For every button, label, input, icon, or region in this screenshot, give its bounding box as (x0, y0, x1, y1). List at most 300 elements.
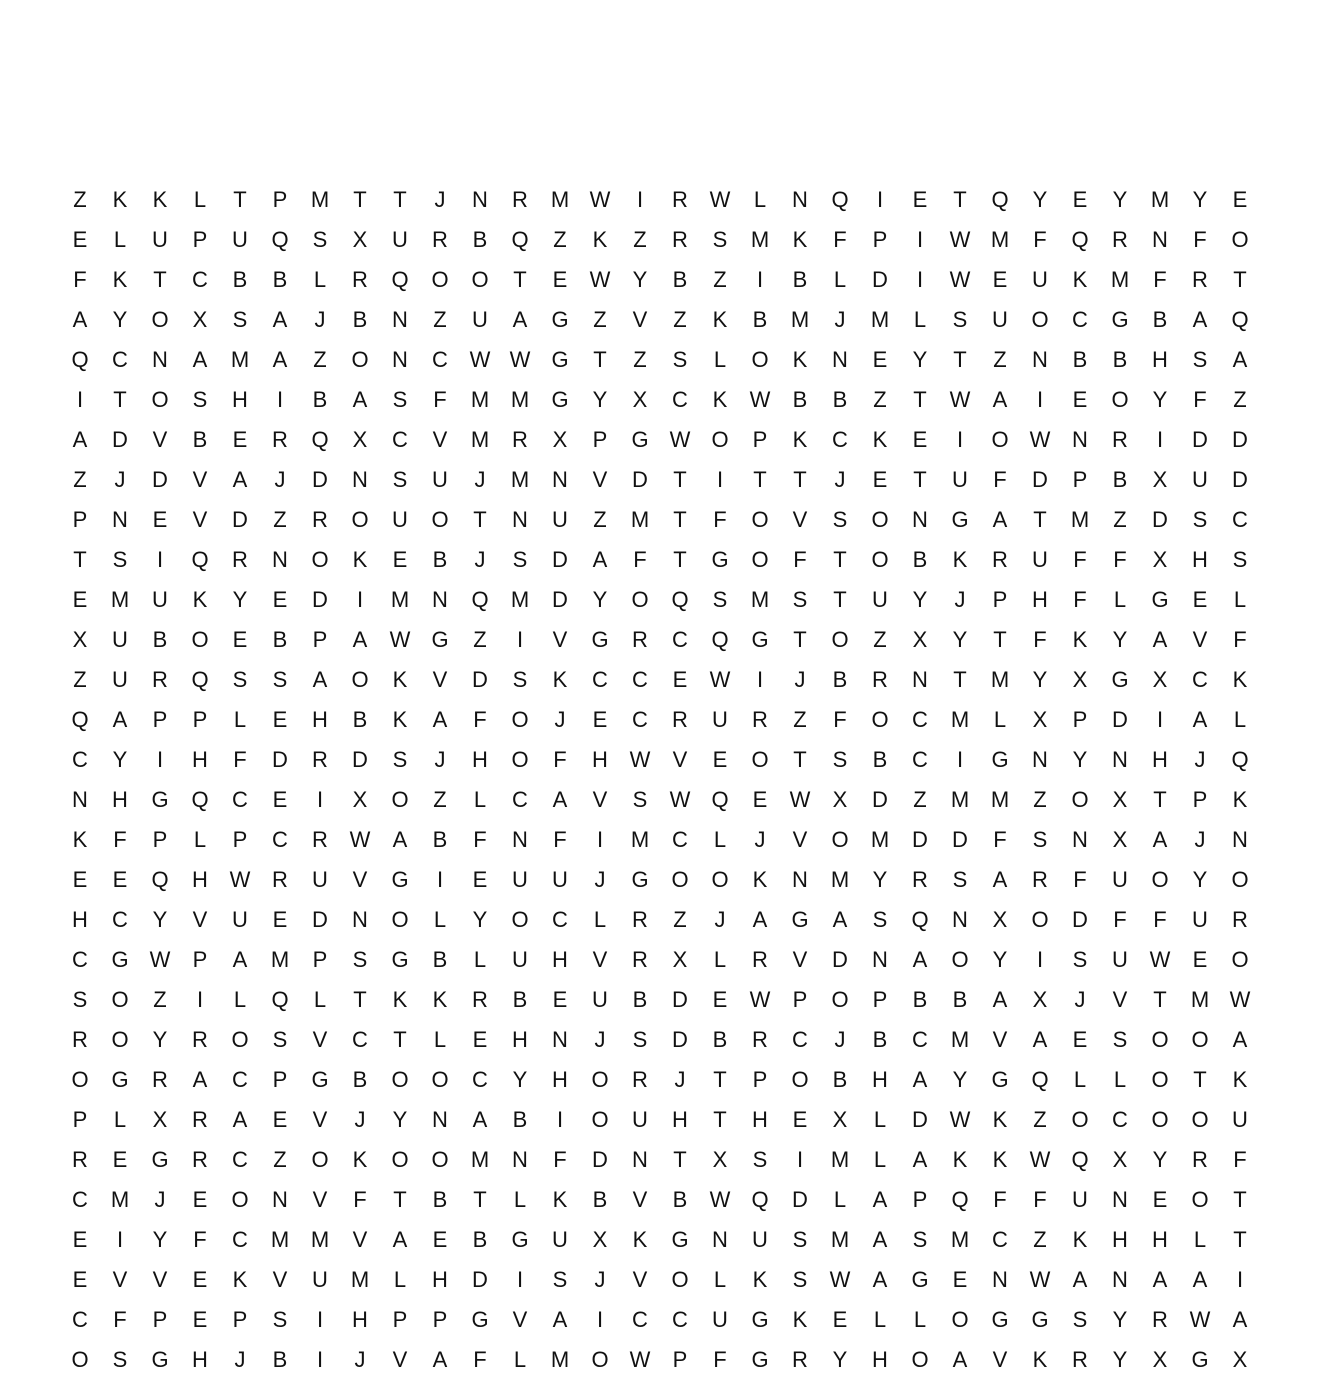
grid-letter[interactable]: I (116, 1227, 124, 1252)
grid-letter[interactable]: P (792, 987, 808, 1012)
grid-letter[interactable]: Y (472, 907, 488, 932)
grid-letter[interactable]: R (912, 867, 928, 892)
grid-letter[interactable]: X (912, 627, 928, 652)
grid-letter[interactable]: P (392, 1307, 408, 1332)
grid-letter[interactable]: U (1232, 1107, 1248, 1132)
grid-letter[interactable]: T (513, 267, 527, 292)
grid-letter[interactable]: O (671, 867, 689, 892)
grid-letter[interactable]: P (912, 1187, 928, 1212)
grid-letter[interactable]: K (592, 227, 608, 252)
grid-letter[interactable]: K (792, 427, 808, 452)
grid-letter[interactable]: H (672, 1107, 688, 1132)
grid-letter[interactable]: L (1073, 1067, 1087, 1092)
grid-letter[interactable]: S (712, 587, 728, 612)
grid-letter[interactable]: D (912, 827, 928, 852)
grid-letter[interactable]: C (512, 787, 528, 812)
grid-letter[interactable]: U (1112, 867, 1128, 892)
grid-letter[interactable]: K (752, 867, 768, 892)
grid-letter[interactable]: S (1032, 827, 1048, 852)
grid-letter[interactable]: K (952, 1147, 968, 1172)
grid-letter[interactable]: N (872, 947, 888, 972)
grid-letter[interactable]: K (792, 1307, 808, 1332)
grid-letter[interactable]: F (1153, 267, 1167, 292)
grid-letter[interactable]: A (232, 1107, 248, 1132)
grid-letter[interactable]: V (392, 1347, 408, 1372)
grid-letter[interactable]: S (1192, 347, 1208, 372)
grid-letter[interactable]: A (992, 867, 1008, 892)
grid-letter[interactable]: O (1191, 1187, 1209, 1212)
grid-letter[interactable]: J (274, 467, 286, 492)
grid-letter[interactable]: U (1032, 267, 1048, 292)
grid-letter[interactable]: Y (1152, 387, 1168, 412)
grid-letter[interactable]: Y (1112, 627, 1128, 652)
grid-letter[interactable]: V (192, 467, 208, 492)
grid-letter[interactable]: K (1072, 1227, 1088, 1252)
grid-letter[interactable]: T (113, 387, 127, 412)
grid-letter[interactable]: O (1151, 867, 1169, 892)
grid-letter[interactable]: F (713, 507, 727, 532)
grid-letter[interactable]: O (1151, 1027, 1169, 1052)
grid-letter[interactable]: N (912, 507, 928, 532)
grid-letter[interactable]: O (671, 1267, 689, 1292)
grid-letter[interactable]: N (1112, 1267, 1128, 1292)
grid-letter[interactable]: T (233, 187, 247, 212)
grid-letter[interactable]: X (552, 427, 568, 452)
grid-letter[interactable]: N (992, 1267, 1008, 1292)
grid-letter[interactable]: P (312, 947, 328, 972)
grid-letter[interactable]: H (872, 1067, 888, 1092)
grid-letter[interactable]: I (196, 987, 204, 1012)
grid-letter[interactable]: A (752, 907, 768, 932)
grid-letter[interactable]: S (272, 1027, 288, 1052)
grid-letter[interactable]: R (752, 707, 768, 732)
grid-letter[interactable]: A (1072, 1267, 1088, 1292)
grid-letter[interactable]: S (792, 587, 808, 612)
grid-letter[interactable]: X (832, 787, 848, 812)
grid-letter[interactable]: Y (1032, 667, 1048, 692)
grid-letter[interactable]: D (1152, 507, 1168, 532)
grid-letter[interactable]: E (232, 427, 248, 452)
grid-letter[interactable]: F (1113, 907, 1127, 932)
grid-letter[interactable]: A (352, 387, 368, 412)
grid-letter[interactable]: R (1112, 227, 1128, 252)
grid-letter[interactable]: M (470, 427, 490, 452)
grid-letter[interactable]: Y (392, 1107, 408, 1132)
grid-letter[interactable]: E (272, 587, 288, 612)
grid-letter[interactable]: D (472, 1267, 488, 1292)
grid-letter[interactable]: B (312, 387, 328, 412)
grid-letter[interactable]: M (510, 467, 530, 492)
grid-letter[interactable]: E (392, 547, 408, 572)
grid-letter[interactable]: I (636, 187, 644, 212)
grid-letter[interactable]: O (751, 347, 769, 372)
grid-letter[interactable]: G (111, 1067, 129, 1092)
grid-letter[interactable]: B (432, 827, 448, 852)
grid-letter[interactable]: I (756, 667, 764, 692)
grid-letter[interactable]: S (392, 467, 408, 492)
grid-letter[interactable]: T (793, 467, 807, 492)
grid-letter[interactable]: E (672, 667, 688, 692)
grid-letter[interactable]: F (553, 747, 567, 772)
grid-letter[interactable]: L (433, 907, 447, 932)
grid-letter[interactable]: E (592, 707, 608, 732)
grid-letter[interactable]: G (1031, 1307, 1049, 1332)
grid-letter[interactable]: S (512, 547, 528, 572)
grid-letter[interactable]: Q (391, 267, 409, 292)
grid-letter[interactable]: W (949, 387, 971, 412)
grid-letter[interactable]: H (512, 1027, 528, 1052)
grid-letter[interactable]: D (792, 1187, 808, 1212)
grid-letter[interactable]: O (911, 1347, 929, 1372)
grid-letter[interactable]: L (313, 267, 327, 292)
grid-letter[interactable]: N (512, 827, 528, 852)
grid-letter[interactable]: P (672, 1347, 688, 1372)
grid-letter[interactable]: A (1232, 1307, 1248, 1332)
grid-letter[interactable]: Z (673, 907, 687, 932)
grid-letter[interactable]: Y (832, 1347, 848, 1372)
grid-letter[interactable]: L (473, 787, 487, 812)
grid-letter[interactable]: O (431, 267, 449, 292)
grid-letter[interactable]: F (473, 707, 487, 732)
grid-letter[interactable]: B (912, 987, 928, 1012)
grid-letter[interactable]: A (1192, 307, 1208, 332)
grid-letter[interactable]: A (592, 547, 608, 572)
grid-letter[interactable]: Z (553, 227, 567, 252)
grid-letter[interactable]: F (1193, 227, 1207, 252)
grid-letter[interactable]: E (472, 867, 488, 892)
grid-letter[interactable]: F (1033, 627, 1047, 652)
grid-letter[interactable]: D (872, 267, 888, 292)
grid-letter[interactable]: I (516, 1267, 524, 1292)
grid-letter[interactable]: H (1032, 587, 1048, 612)
grid-letter[interactable]: H (192, 747, 208, 772)
grid-letter[interactable]: B (512, 1107, 528, 1132)
grid-letter[interactable]: O (1231, 947, 1249, 972)
grid-letter[interactable]: D (632, 467, 648, 492)
grid-letter[interactable]: Q (1071, 227, 1089, 252)
grid-letter[interactable]: V (312, 1107, 328, 1132)
grid-letter[interactable]: U (152, 227, 168, 252)
grid-letter[interactable]: O (111, 987, 129, 1012)
grid-letter[interactable]: Q (191, 547, 209, 572)
grid-letter[interactable]: K (232, 1267, 248, 1292)
grid-letter[interactable]: E (272, 907, 288, 932)
grid-letter[interactable]: M (510, 587, 530, 612)
grid-letter[interactable]: S (752, 1147, 768, 1172)
grid-letter[interactable]: X (152, 1107, 168, 1132)
grid-letter[interactable]: L (833, 267, 847, 292)
grid-letter[interactable]: N (472, 187, 488, 212)
grid-letter[interactable]: K (152, 187, 168, 212)
grid-letter[interactable]: O (631, 587, 649, 612)
grid-letter[interactable]: N (512, 1147, 528, 1172)
grid-letter[interactable]: V (992, 1347, 1008, 1372)
grid-letter[interactable]: O (1031, 307, 1049, 332)
grid-letter[interactable]: E (152, 507, 168, 532)
grid-letter[interactable]: T (1033, 507, 1047, 532)
grid-letter[interactable]: Z (433, 787, 447, 812)
grid-letter[interactable]: C (632, 707, 648, 732)
grid-letter[interactable]: V (792, 507, 808, 532)
grid-letter[interactable]: S (1072, 947, 1088, 972)
grid-letter[interactable]: W (829, 1267, 851, 1292)
grid-letter[interactable]: B (152, 627, 168, 652)
grid-letter[interactable]: Z (73, 467, 87, 492)
grid-letter[interactable]: C (112, 347, 128, 372)
grid-letter[interactable]: D (952, 827, 968, 852)
grid-letter[interactable]: W (469, 347, 491, 372)
grid-letter[interactable]: P (752, 427, 768, 452)
grid-letter[interactable]: X (632, 387, 648, 412)
grid-letter[interactable]: I (1236, 1267, 1244, 1292)
grid-letter[interactable]: Z (673, 307, 687, 332)
grid-letter[interactable]: Q (271, 987, 289, 1012)
grid-letter[interactable]: Q (991, 187, 1009, 212)
grid-letter[interactable]: X (72, 627, 88, 652)
grid-letter[interactable]: J (1194, 827, 1206, 852)
grid-letter[interactable]: C (112, 907, 128, 932)
grid-letter[interactable]: P (592, 427, 608, 452)
grid-letter[interactable]: D (552, 587, 568, 612)
grid-letter[interactable]: K (392, 667, 408, 692)
grid-letter[interactable]: W (1149, 947, 1171, 972)
grid-letter[interactable]: C (232, 787, 248, 812)
grid-letter[interactable]: Y (872, 867, 888, 892)
grid-letter[interactable]: L (833, 1187, 847, 1212)
grid-letter[interactable]: Y (592, 387, 608, 412)
grid-letter[interactable]: C (672, 627, 688, 652)
grid-letter[interactable]: V (152, 427, 168, 452)
grid-letter[interactable]: X (352, 787, 368, 812)
grid-letter[interactable]: L (233, 987, 247, 1012)
grid-letter[interactable]: O (871, 707, 889, 732)
grid-letter[interactable]: G (391, 867, 409, 892)
grid-letter[interactable]: A (952, 1347, 968, 1372)
grid-letter[interactable]: H (592, 747, 608, 772)
grid-letter[interactable]: W (669, 427, 691, 452)
grid-letter[interactable]: E (112, 1147, 128, 1172)
grid-letter[interactable]: G (991, 1307, 1009, 1332)
grid-letter[interactable]: O (231, 1187, 249, 1212)
grid-letter[interactable]: X (712, 1147, 728, 1172)
grid-letter[interactable]: A (992, 987, 1008, 1012)
grid-letter[interactable]: M (870, 827, 890, 852)
grid-letter[interactable]: H (112, 787, 128, 812)
grid-letter[interactable]: P (152, 827, 168, 852)
grid-letter[interactable]: C (632, 667, 648, 692)
grid-letter[interactable]: J (754, 827, 766, 852)
grid-letter[interactable]: A (552, 1307, 568, 1332)
grid-letter[interactable]: O (751, 507, 769, 532)
grid-letter[interactable]: U (592, 987, 608, 1012)
grid-letter[interactable]: N (552, 1027, 568, 1052)
grid-letter[interactable]: W (229, 867, 251, 892)
grid-letter[interactable]: O (311, 1147, 329, 1172)
grid-letter[interactable]: Y (1112, 1347, 1128, 1372)
grid-letter[interactable]: O (751, 747, 769, 772)
grid-letter[interactable]: R (232, 547, 248, 572)
grid-letter[interactable]: I (596, 1307, 604, 1332)
grid-letter[interactable]: R (672, 227, 688, 252)
grid-letter[interactable]: J (714, 907, 726, 932)
grid-letter[interactable]: U (752, 1227, 768, 1252)
grid-letter[interactable]: R (752, 947, 768, 972)
grid-letter[interactable]: W (629, 747, 651, 772)
grid-letter[interactable]: D (472, 667, 488, 692)
grid-letter[interactable]: T (1233, 1227, 1247, 1252)
grid-letter[interactable]: A (552, 787, 568, 812)
grid-letter[interactable]: X (352, 227, 368, 252)
grid-letter[interactable]: E (72, 227, 88, 252)
grid-letter[interactable]: X (1112, 1147, 1128, 1172)
grid-letter[interactable]: U (632, 1107, 648, 1132)
grid-letter[interactable]: A (912, 1067, 928, 1092)
grid-letter[interactable]: M (990, 787, 1010, 812)
grid-letter[interactable]: T (1153, 987, 1167, 1012)
grid-letter[interactable]: E (192, 1187, 208, 1212)
grid-letter[interactable]: L (593, 907, 607, 932)
grid-letter[interactable]: I (916, 227, 924, 252)
grid-letter[interactable]: U (552, 507, 568, 532)
grid-letter[interactable]: Z (273, 1147, 287, 1172)
grid-letter[interactable]: Y (992, 947, 1008, 972)
grid-letter[interactable]: R (632, 947, 648, 972)
grid-letter[interactable]: K (952, 547, 968, 572)
grid-letter[interactable]: O (151, 387, 169, 412)
grid-letter[interactable]: O (751, 547, 769, 572)
grid-letter[interactable]: H (432, 1267, 448, 1292)
grid-letter[interactable]: O (711, 427, 729, 452)
grid-letter[interactable]: R (352, 267, 368, 292)
grid-letter[interactable]: X (1072, 667, 1088, 692)
grid-letter[interactable]: N (792, 187, 808, 212)
grid-letter[interactable]: S (872, 907, 888, 932)
grid-letter[interactable]: B (272, 1347, 288, 1372)
grid-letter[interactable]: I (276, 387, 284, 412)
grid-letter[interactable]: M (270, 1227, 290, 1252)
grid-letter[interactable]: Q (191, 787, 209, 812)
grid-letter[interactable]: F (793, 547, 807, 572)
grid-letter[interactable]: P (152, 707, 168, 732)
grid-letter[interactable]: A (912, 947, 928, 972)
grid-letter[interactable]: U (232, 227, 248, 252)
grid-letter[interactable]: K (72, 827, 88, 852)
grid-letter[interactable]: Y (592, 587, 608, 612)
grid-letter[interactable]: Z (153, 987, 167, 1012)
grid-letter[interactable]: R (72, 1147, 88, 1172)
grid-letter[interactable]: A (472, 1107, 488, 1132)
grid-letter[interactable]: N (272, 1187, 288, 1212)
grid-letter[interactable]: I (76, 387, 84, 412)
grid-letter[interactable]: G (511, 1227, 529, 1252)
grid-letter[interactable]: P (312, 627, 328, 652)
grid-letter[interactable]: G (471, 1307, 489, 1332)
grid-letter[interactable]: A (912, 1147, 928, 1172)
grid-letter[interactable]: R (672, 707, 688, 732)
grid-letter[interactable]: X (192, 307, 208, 332)
grid-letter[interactable]: O (951, 1307, 969, 1332)
grid-letter[interactable]: D (1232, 467, 1248, 492)
grid-letter[interactable]: H (352, 1307, 368, 1332)
grid-letter[interactable]: I (876, 187, 884, 212)
grid-letter[interactable]: O (231, 1027, 249, 1052)
grid-letter[interactable]: O (1191, 1027, 1209, 1052)
grid-letter[interactable]: E (472, 1027, 488, 1052)
grid-letter[interactable]: T (673, 507, 687, 532)
grid-letter[interactable]: T (833, 587, 847, 612)
grid-letter[interactable]: J (354, 1107, 366, 1132)
grid-letter[interactable]: V (512, 1307, 528, 1332)
grid-letter[interactable]: U (952, 467, 968, 492)
grid-letter[interactable]: G (551, 387, 569, 412)
grid-letter[interactable]: O (391, 907, 409, 932)
grid-letter[interactable]: N (272, 547, 288, 572)
grid-letter[interactable]: T (393, 1027, 407, 1052)
grid-letter[interactable]: D (312, 467, 328, 492)
grid-letter[interactable]: Y (1192, 867, 1208, 892)
grid-letter[interactable]: R (312, 747, 328, 772)
grid-letter[interactable]: T (393, 187, 407, 212)
grid-letter[interactable]: B (1072, 347, 1088, 372)
grid-letter[interactable]: L (1113, 1067, 1127, 1092)
grid-letter[interactable]: R (432, 227, 448, 252)
grid-letter[interactable]: Z (913, 787, 927, 812)
grid-letter[interactable]: Z (1033, 1107, 1047, 1132)
grid-letter[interactable]: T (953, 187, 967, 212)
grid-letter[interactable]: E (192, 1267, 208, 1292)
grid-letter[interactable]: T (1153, 787, 1167, 812)
grid-letter[interactable]: S (192, 387, 208, 412)
grid-letter[interactable]: O (831, 827, 849, 852)
grid-letter[interactable]: N (552, 467, 568, 492)
grid-letter[interactable]: J (114, 467, 126, 492)
grid-letter[interactable]: A (72, 307, 88, 332)
grid-letter[interactable]: I (316, 1307, 324, 1332)
grid-letter[interactable]: K (712, 387, 728, 412)
grid-letter[interactable]: S (1232, 547, 1248, 572)
grid-letter[interactable]: E (1192, 587, 1208, 612)
grid-letter[interactable]: Y (112, 307, 128, 332)
grid-letter[interactable]: A (1192, 707, 1208, 732)
grid-letter[interactable]: B (432, 1187, 448, 1212)
grid-letter[interactable]: Y (1072, 747, 1088, 772)
grid-letter[interactable]: M (830, 867, 850, 892)
grid-letter[interactable]: G (111, 947, 129, 972)
grid-letter[interactable]: W (1029, 1267, 1051, 1292)
grid-letter[interactable]: U (312, 867, 328, 892)
grid-letter[interactable]: V (1112, 987, 1128, 1012)
grid-letter[interactable]: W (709, 1187, 731, 1212)
grid-letter[interactable]: U (512, 947, 528, 972)
grid-letter[interactable]: A (432, 707, 448, 732)
grid-letter[interactable]: O (991, 427, 1009, 452)
grid-letter[interactable]: J (594, 1267, 606, 1292)
grid-letter[interactable]: K (792, 347, 808, 372)
grid-letter[interactable]: D (312, 587, 328, 612)
grid-letter[interactable]: M (470, 387, 490, 412)
grid-letter[interactable]: K (112, 267, 128, 292)
grid-letter[interactable]: N (952, 907, 968, 932)
grid-letter[interactable]: O (511, 707, 529, 732)
grid-letter[interactable]: N (392, 307, 408, 332)
grid-letter[interactable]: Z (593, 307, 607, 332)
grid-letter[interactable]: O (391, 1147, 409, 1172)
grid-letter[interactable]: M (630, 827, 650, 852)
grid-letter[interactable]: O (351, 507, 369, 532)
grid-letter[interactable]: K (632, 1227, 648, 1252)
grid-letter[interactable]: F (1073, 587, 1087, 612)
grid-letter[interactable]: D (352, 747, 368, 772)
